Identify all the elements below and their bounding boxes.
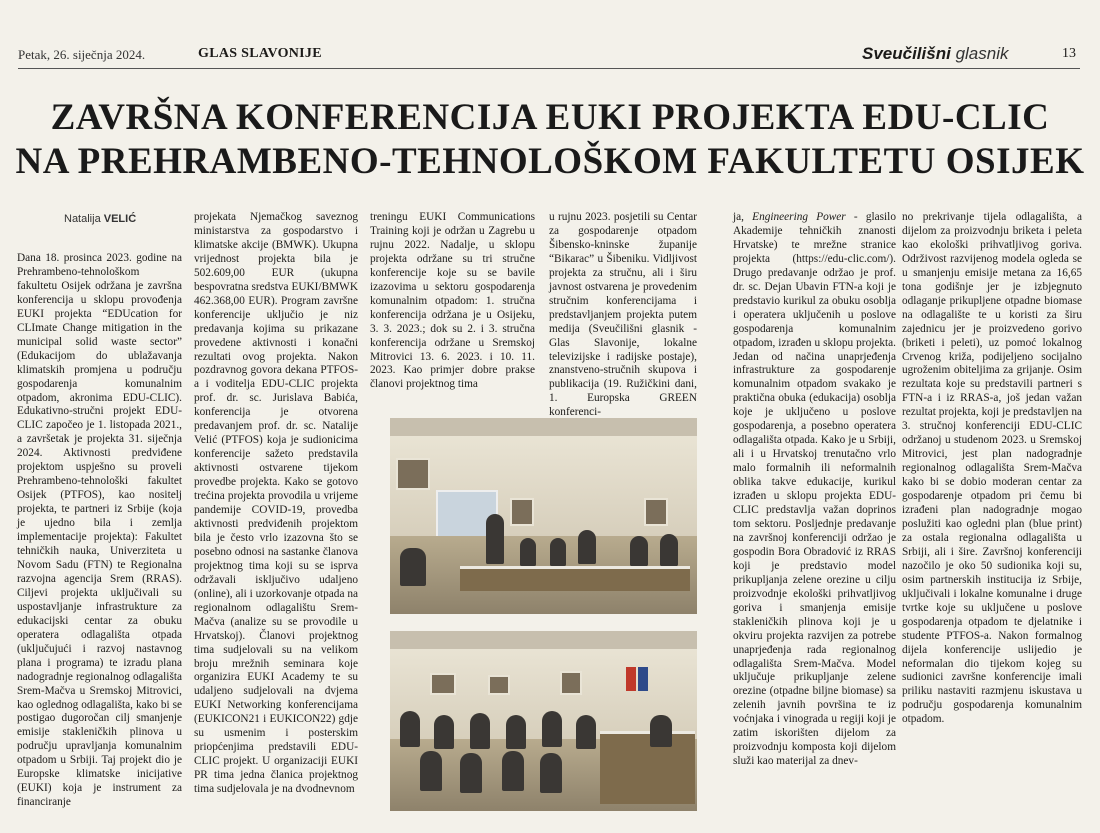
- article-column-2: [194, 211, 358, 797]
- author-first-name: Natalija: [64, 213, 101, 225]
- photo-speaker: [486, 514, 504, 564]
- byline: [64, 213, 136, 225]
- section-name-light: glasnik: [955, 44, 1009, 63]
- photo-attendee: [660, 534, 678, 566]
- headline-line-1: ZAVRŠNA KONFERENCIJA EUKI PROJEKTA EDU-CLIC: [50, 97, 1050, 138]
- article-column-1: [17, 252, 182, 810]
- photo-attendee: [502, 751, 524, 791]
- photo-conference-table: [600, 731, 695, 804]
- photo-ceiling: [390, 418, 697, 436]
- column-6-text: no prekrivanje tijela odlagališta, a dijelom za proizvodnju briketa i peleta kao ekološki prihvatljivog goriva. Održivost razvijenog modela ogleda se u smanjenju emisije metana za 16,65 tona godišnje jer je izbjegnuto odlaganje prikupljene otpadne biomase na odlagalište te u koristi za širu zajednicu jer je proizvedeno gorivo (briketi i peleti), uz pomoć lokalnog Crvenog križa, podijeljeno socijalno ugroženim obiteljima za grijanje. Osim rezultata koje su predstavili partneri s FTN-a i iz RRAS-a, još jedan važan rezultat projekta, koji je predstavljen na 3. stručnoj konferenciji EDU-CLIC održanoj u studenom 2023. u Sremskoj Mitrovici, jest plan nadogradnje regionalnog odlagališta Srem-Mačva kako bi se dobio moderan centar za gospodarenje otpadom pri čemu bi izrađeni plan nadogradnje mogao poslužiti kao ogledni plan (blue print) za ostala regionalna odlagališta u Srbiji, ali i šire. Završnoj konferenciji nazočilo je oko 50 sudionika koji su, osim partnerskih institucija iz Srbije, uključivali i lokalne komunalne i druge tvrtke koje su uključene u poslove gospodarenja otpadom te djelatnike i studente PTFOS-a. Nakon formalnog dijela konferencije uslijedio je neformalan dio tijekom kojeg su sudionici završne konferencije imali priliku nastaviti razmjenu iskustava u području gospodarenja komunalnim otpadom.: [902, 211, 1082, 726]
- photo-attendee: [520, 538, 536, 566]
- photo-attendee: [470, 713, 490, 749]
- page-header: [0, 0, 1100, 80]
- author-last-name: VELIĆ: [103, 213, 137, 225]
- photo-attendee: [420, 751, 442, 791]
- photo-ceiling: [390, 631, 697, 649]
- photo-wall-frame: [644, 498, 668, 526]
- photo-wall-frame: [510, 498, 534, 526]
- article-column-5: [733, 211, 896, 769]
- photo-attendee: [630, 536, 648, 566]
- column-4-text: u rujnu 2023. posjetili su Centar za gospodarenje otpadom Šibensko-kninske županije “Bikarac” u Šibeniku. Vidljivost projekta za stručnu, ali i širu javnost ostvarena je provedenim stručnim konferencijama i predstavljanjem projekta putem medija (Sveučilišni glasnik - Glas Slavonije, lokalne televizijske i radijske postaje), znanstveno-stručnih skupova i publikacija (19. Ružičkini dani, 1. Europska GREEN konferenci-: [549, 211, 697, 419]
- column-5-text-c: - glasilo Akademije tehničkih znanosti Hrvatske) te mrežne stranice projekta (https://edu-clic.com/). Drugo predavanje održao je prof. dr. sc. Dejan Ubavin FTN-a koji je predstavio kurikul za obuku osoblja i operatera uključenih u poslove gospodarenja komunalnim otpadom, izrađen u sklopu projekta. Jedan od načina unaprjeđenja infrastrukture za gospodarenje komunalnim otpadom svakako je praktična obuka (edukacija) osoblja koje je uključeno u poslove gospodarenja, a posebno operatera odlagališta otpada. Kako je u Srbiji, ali i u Hrvatskoj trenutačno vrlo malo formalnih ili neformalnih oblika takve edukacije, kurikul izrađen u sklopu projekta EDU-CLIC predstavlja važan doprinos tom sektoru. Posljednje predavanje na završnoj konferenciji održao je gospodin Bora Obradović iz RRAS koji je predstavio model prikupljanja zelene orezine u cilju proizvodnje ekološki prihvatljivog goriva i smanjenja emisije stakleničkih plinova koji je u okviru projekta razvijen za potrebe unaprjeđenja rada regionalnog odlagališta Srem-Mačva. Model uključuje prikupljanje zelene orezine (otpadne biljne biomase) sa zelenih javnih površina te iz voćnjaka i vinograda u regiji koji je zatim iskorišten dijelom za proizvodnju komposta koji dijelom služi kao materijal za dnev-: [733, 211, 896, 768]
- column-5-text-italic: Engineering Power: [752, 211, 846, 223]
- column-1-text: Dana 18. prosinca 2023. godine na Prehrambeno-tehnološkom fakultetu Osijek održana je završna konferencija u sklopu provođenja EUKI projekta “EDUcation for CLImate Change mitigation in the municipal solid waste sector” (Edukacijom do ublažavanja klimatskih promjena u području gospodarenja komunalnim otpadom, akronima EDU-CLIC). Edukativno-stručni projekt EDU-CLIC započeo je 1. listopada 2021., a završetak je projekta 31. siječnja 2024. Aktivnosti predviđene projektom uspješno su proveli Prehrambeno-tehnološki fakultet Osijek (PTFOS), kao nositelj projekta, te partneri iz Srbije (koja je ujedno bila i zemlja implementacije projekta): Fakultet tehničkih nauka, Univerziteta u Novom Sadu (FTN) te Regionalna razvojna agencija Srem (RRAS). Ciljevi projekta uključivali su uspostavljanje infrastrukture za edukacijski centar za obuku operatera odlagališta otpada (uključujući i razvoj nastavnog plana i programa) te izradu plana nadogradnje regionalnog odlagališta Srem-Mačva u Sremskoj Mitrovici, kao oglednog odlagališta, kako bi se postigao dugoročan cilj smanjenje emisije stakleničkih plinova u području upravljanja komunalnim otpadom u Srbiji. Taj projekt dio je Europske klimatske inicijative (EUKI) koja je instrument za financiranje: [17, 252, 182, 809]
- column-5-text: [733, 211, 896, 769]
- photo-wall-frame: [560, 671, 582, 695]
- page-number: 13: [1062, 46, 1076, 61]
- newspaper-name: GLAS SLAVONIJE: [198, 46, 322, 61]
- photo-attendee: [650, 715, 672, 747]
- photo-wall-frame: [488, 675, 510, 695]
- column-2-text: projekata Njemačkog saveznog ministarstva za gospodarstvo i klimatske akcije (BMWK). Ukupna vrijednost projekta bila je 502.609,00 EUR (ukupna bespovratna sredstva EUKI/BMWK 462.368,00 EUR). Program završne konferencije uključio je niz predavanja kojima su prikazane provedene aktivnosti i konačni rezultati ovog projekta. Nakon pozdravnog govora dekana PTFOS-a i voditelja EDU-CLIC projekta prof. dr. sc. Jurislava Babića, konferencija je otvorena predavanjem prof. dr. sc. Natalije Velić (PTFOS) koja je sudionicima konferencije sažeto predstavila aktivnosti ostvarene tijekom provedbe projekta. Kako se gotovo trećina projekta provodila u vrijeme pandemije COVID-19, provedba aktivnosti predviđenih projektom bila je često vrlo izazovna što se posebno odnosi na sastanke članova projektnog tima koji su se isprva održavali isključivo udaljeno (online), ali i uzorkovanje otpada na regionalnom odlagalištu Srem-Mačva (analize su se provodile u Hrvatskoj). Članovi projektnog tima sudjelovali su na velikom broju mrežnih seminara koje organizira EUKI Academy te su udaljeno sudjelovali na dvjema EUKI Networking konferencijama (EUKICON21 i EUKICON22) gdje su usmenim i posterskim priopćenjima predstavili EDU-CLIC projekt. U organizaciji EUKI PR tima jedna članica projektnog tima sudjelovala je na dvodnevnom: [194, 211, 358, 796]
- article-column-4: [549, 211, 697, 420]
- issue-date: Petak, 26. siječnja 2024.: [18, 47, 146, 62]
- photo-wall-frame: [396, 458, 430, 490]
- conference-photo-audience: [390, 631, 697, 811]
- column-3-text: treningu EUKI Communications Training koji je održan u Zagrebu u rujnu 2022. Nadalje, u sklopu projekta održane su tri stručne konferencije koje su se bavile izazovima u sektoru gospodarenja komunalnim otpadom: 1. stručna konferencija održana je u Osijeku, 3. 3. 2023.; dok su 2. i 3. stručna konferencija održane u Sremskoj Mitrovici 13. 6. 2023. i 10. 11. 2023. Kao primjer dobre prakse članovi projektnog tima: [370, 211, 535, 391]
- photo-conference-table: [460, 566, 690, 591]
- photo-attendee: [578, 530, 596, 564]
- section-name-bold: Sveučilišni: [862, 44, 951, 63]
- photo-attendee: [576, 715, 596, 749]
- photo-attendee: [506, 715, 526, 749]
- conference-photo-speaker: [390, 418, 697, 614]
- photo-attendee: [542, 711, 562, 747]
- article-headline: [0, 96, 1100, 184]
- header-rule: [18, 68, 1080, 69]
- headline-line-2: NA PREHRAMBENO-TEHNOLOŠKOM FAKULTETU OSIJEK: [15, 141, 1085, 182]
- photo-wall-frame: [430, 673, 456, 695]
- photo-attendee: [400, 711, 420, 747]
- photo-attendee: [434, 715, 454, 749]
- photo-attendee: [400, 548, 426, 586]
- photo-attendee: [540, 753, 562, 793]
- column-5-text-a: ja,: [733, 211, 753, 223]
- section-name: [862, 44, 1008, 64]
- photo-flag: [638, 667, 648, 691]
- photo-flag: [626, 667, 636, 691]
- article-column-3: [370, 211, 535, 392]
- photo-attendee: [460, 753, 482, 793]
- article-column-6: [902, 211, 1082, 727]
- photo-attendee: [550, 538, 566, 566]
